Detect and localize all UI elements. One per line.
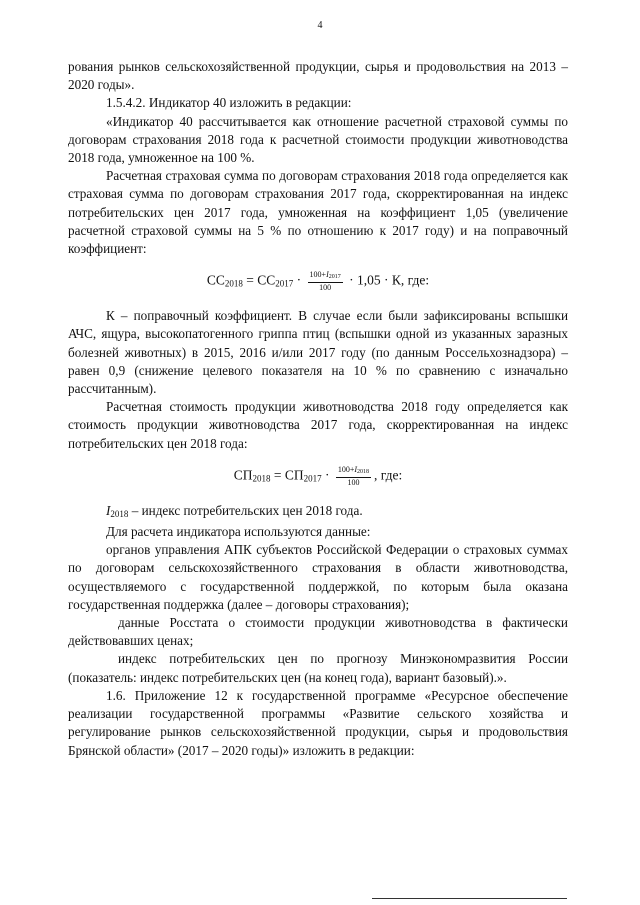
document-body	[68, 58, 568, 760]
paragraph: К – поправочный коэффициент. В случае если были зафиксированы вспышки АЧС, ящура, высокопатогенного гриппа птиц (вспышки одной из указанных заразных болезней животных) в 2015, 2016 и/или 2017 году (по данным Россельхознадзора) – равен 0,9 (снижение целевого показателя на 10 % по сравнению с изначально рассчитанным).	[68, 308, 568, 397]
paragraph: 1.5.4.2. Индикатор 40 изложить в редакции:	[106, 95, 352, 111]
paragraph: индекс потребительских цен по прогнозу Минэкономразвития России (показатель: индекс потребительских цен (на конец года), вариант базовый).».	[68, 651, 568, 685]
page-number: 4	[317, 20, 323, 31]
footer-rule	[372, 898, 567, 899]
paragraph: Расчетная страховая сумма по договорам страхования 2018 года определяется как страховая сумма по договорам страхования 2017 года, скорректированная на индекс потребительских цен 2017 года, умноженная на коэффициент 1,05 (увеличение расчетной страховой суммы на 5 % по отношению к 2017 году) и на поправочный коэффициент:	[68, 168, 568, 257]
formula-product-cost: $СП_{2018} = СП_{2017}$ · $\frac{100+I2018}{100}$ , где:	[233, 464, 403, 487]
paragraph: органов управления АПК субъектов Российской Федерации о страховых суммах по договорам сельскохозяйственного страхования в области животноводства, осуществляемого с государственной поддержкой, по которым была оказана государственная поддержка (далее – договоры страхования);	[68, 542, 568, 612]
formula-insured-sum: $СС_{2018} = СС_{2017}$ · $\frac{100+I2017}{100}$ · 1,05 · К, где:	[206, 270, 430, 293]
fraction: $\frac{100+I2017}{100}$	[309, 270, 341, 293]
paragraph: Для расчета индикатора используются данные:	[106, 524, 371, 540]
paragraph: «Индикатор 40 рассчитывается как отношение расчетной страховой суммы по договорам страхования 2018 года к расчетной стоимости продукции животноводства 2018 года, умноженное на 100 %.	[68, 113, 568, 166]
paragraph: данные Росстата о стоимости продукции животноводства в фактически действовавших ценах;	[68, 615, 568, 649]
fraction: $\frac{100+I2018}{100}$	[337, 464, 370, 487]
variable-definition: $I_{2018}$ – индекс потребительских цен 2018 года.	[106, 502, 363, 519]
paragraph: рования рынков сельскохозяйственной продукции, сырья и продовольствия на 2013 – 2020 годы».	[68, 59, 568, 93]
paragraph: Расчетная стоимость продукции животноводства 2018 году определяется как стоимость продукции животноводства 2017 года, скорректированная на индекс потребительских цен 2018 года:	[68, 399, 568, 451]
paragraph: 1.6. Приложение 12 к государственной программе «Ресурсное обеспечение реализации государственной программы «Развитие сельского хозяйства и регулирование рынков сельскохозяйственной продукции, сырья и продовольствия Брянской области» (2017 – 2020 годы)» изложить в редакции:	[68, 687, 568, 758]
